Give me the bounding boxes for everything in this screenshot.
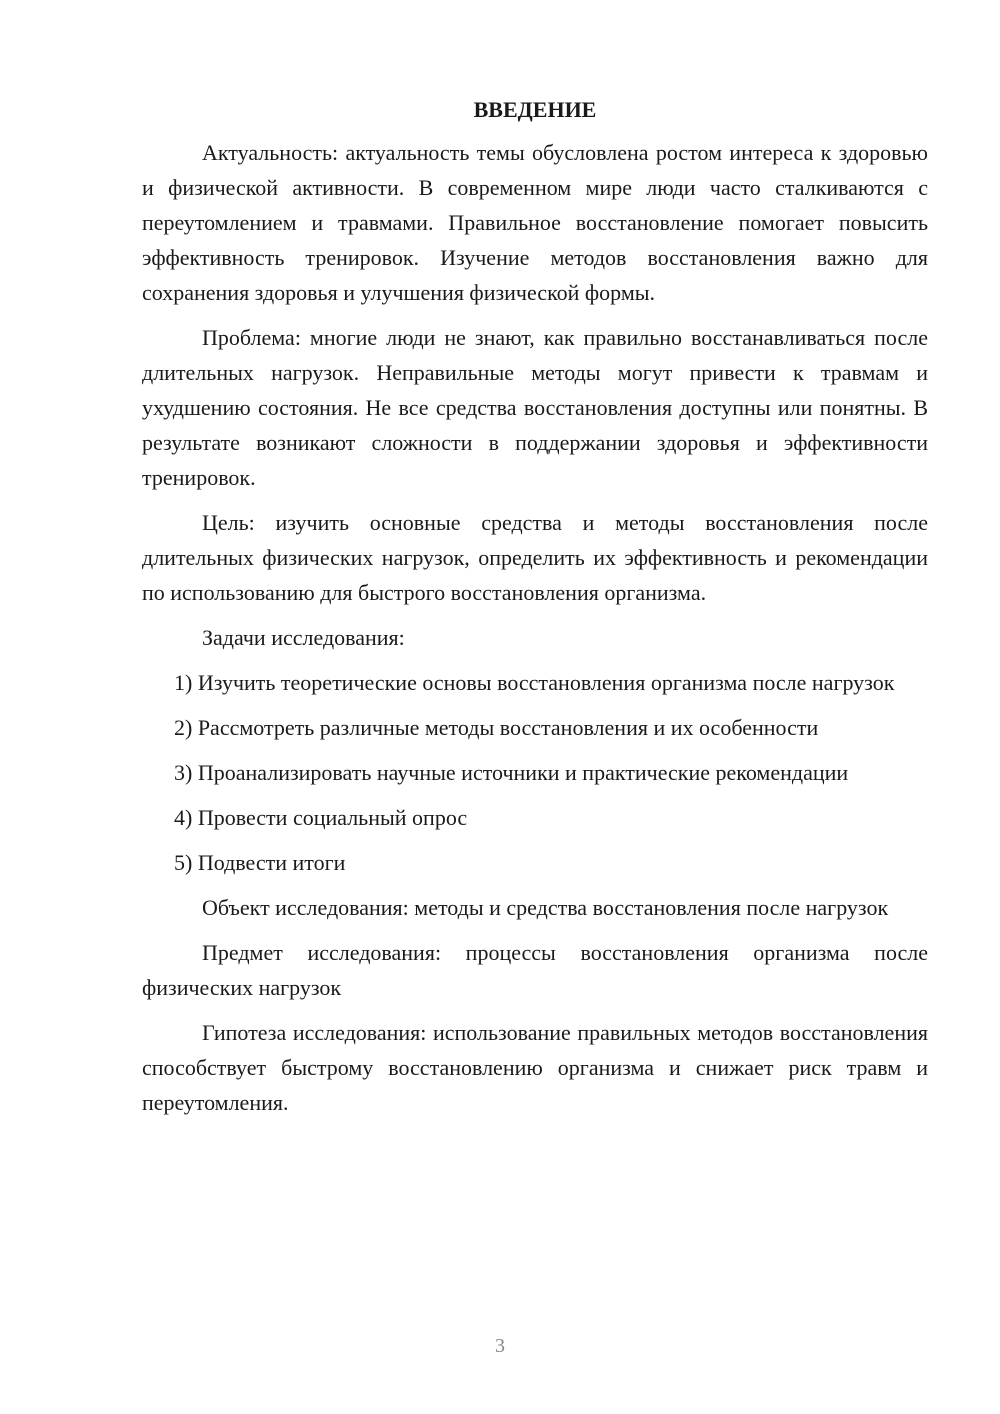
goal-paragraph: Цель: изучить основные средства и методы восстановления после длительных физических нагрузок, определить их эффективность и рекомендации по использованию для быстрого восстановления организма.: [142, 510, 928, 605]
object-paragraph: Объект исследования: методы и средства восстановления после нагрузок: [202, 895, 889, 920]
document-page: [142, 92, 928, 1130]
tasks-heading: Задачи исследования:: [202, 625, 405, 650]
task-item-1: 1) Изучить теоретические основы восстановления организма после нагрузок: [174, 670, 895, 695]
relevance-paragraph: Актуальность: актуальность темы обусловлена ростом интереса к здоровью и физической активности. В современном мире люди часто сталкиваются с переутомлением и травмами. Правильное восстановление помогает повысить эффективность тренировок. Изучение методов восстановления важно для сохранения здоровья и улучшения физической формы.: [142, 140, 928, 305]
task-item-3: 3) Проанализировать научные источники и практические рекомендации: [174, 760, 849, 785]
section-title: ВВЕДЕНИЕ: [473, 97, 597, 122]
task-item-4: 4) Провести социальный опрос: [174, 805, 468, 830]
task-item-2: 2) Рассмотреть различные методы восстановления и их особенности: [174, 715, 819, 740]
subject-paragraph: Предмет исследования: процессы восстановления организма после физических нагрузок: [142, 940, 928, 1000]
hypothesis-paragraph: Гипотеза исследования: использование правильных методов восстановления способствует быстрому восстановлению организма и снижает риск травм и переутомления.: [142, 1020, 928, 1115]
page-number: 3: [495, 1335, 505, 1357]
task-item-5: 5) Подвести итоги: [174, 850, 346, 875]
problem-paragraph: Проблема: многие люди не знают, как правильно восстанавливаться после длительных нагрузок. Неправильные методы могут привести к травмам и ухудшению состояния. Не все средства восстановления доступны или понятны. В результате возникают сложности в поддержании здоровья и эффективности тренировок.: [142, 325, 928, 490]
